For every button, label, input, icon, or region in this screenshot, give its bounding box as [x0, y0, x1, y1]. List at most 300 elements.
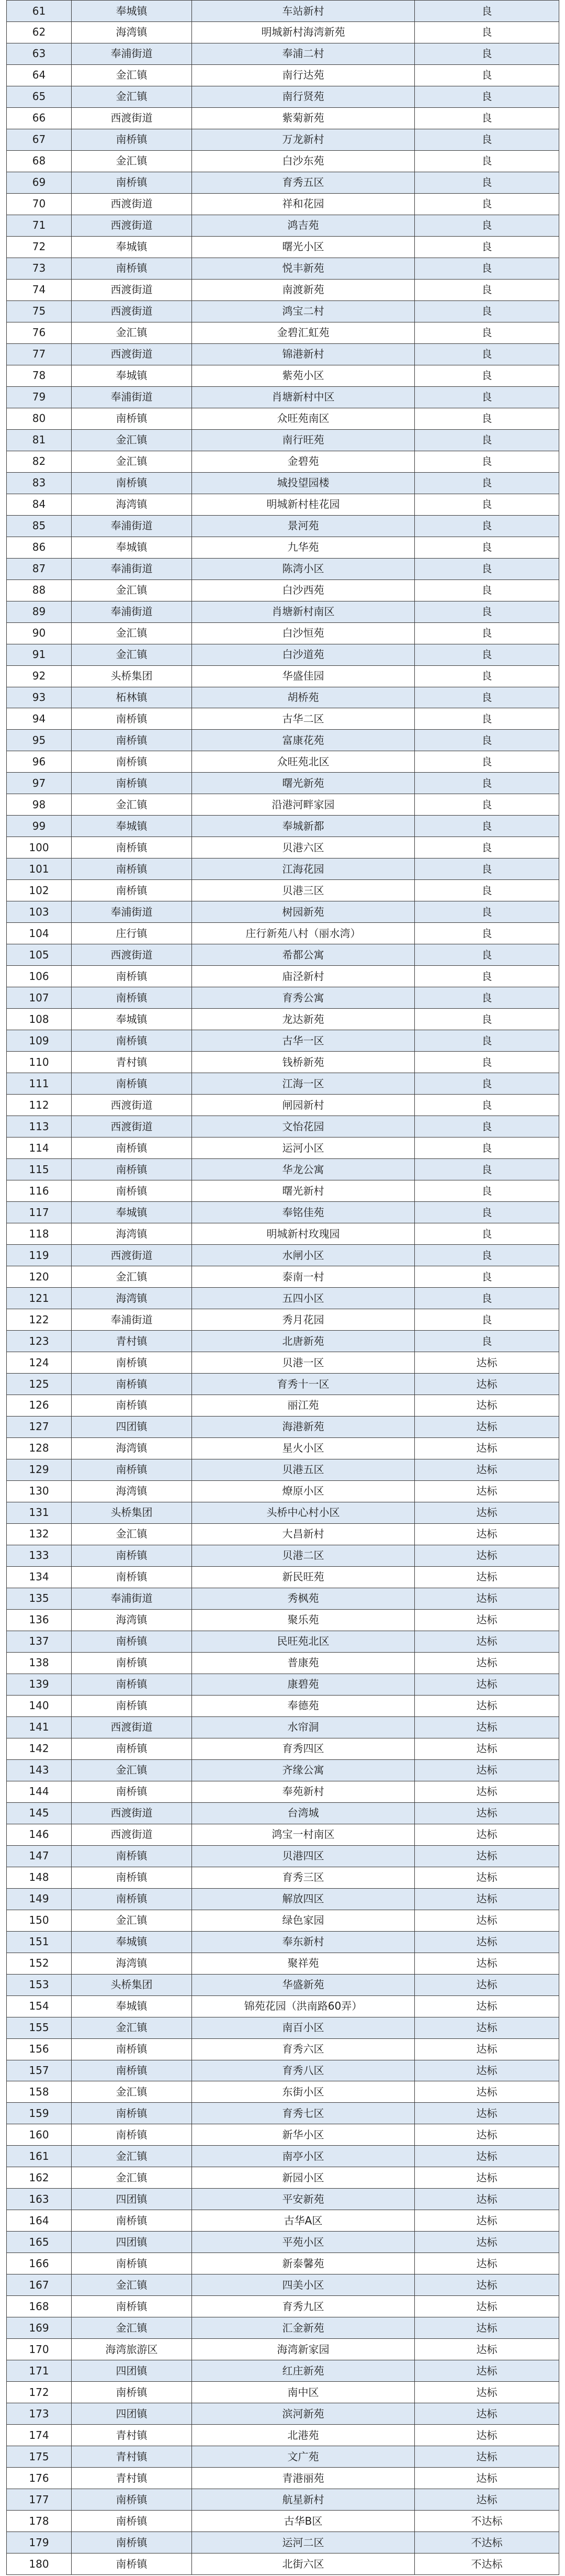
- row-number-cell: 110: [7, 1052, 72, 1073]
- rating-cell: 达标: [415, 1695, 559, 1716]
- rating-cell: 良: [415, 107, 559, 129]
- table-row: [7, 2210, 559, 2232]
- row-number-cell: 175: [7, 2446, 72, 2468]
- row-number-cell: 74: [7, 279, 72, 300]
- town-cell: 南桥镇: [72, 2124, 192, 2146]
- rating-cell: 良: [415, 343, 559, 365]
- community-name-cell: 贝港四区: [192, 1845, 415, 1867]
- community-name-cell: 贝港三区: [192, 880, 415, 901]
- table-row: [7, 1931, 559, 1953]
- community-name-cell: 南亭小区: [192, 2146, 415, 2167]
- rating-cell: 良: [415, 279, 559, 300]
- town-cell: 西渡街道: [72, 300, 192, 322]
- row-number-cell: 69: [7, 172, 72, 193]
- row-number-cell: 79: [7, 386, 72, 408]
- town-cell: 奉城镇: [72, 236, 192, 258]
- community-name-cell: 解放四区: [192, 1888, 415, 1910]
- row-number-cell: 121: [7, 1288, 72, 1309]
- table-row: [7, 2446, 559, 2468]
- community-name-cell: 南行达苑: [192, 64, 415, 86]
- rating-cell: 不达标: [415, 2553, 559, 2575]
- rating-cell: 良: [415, 150, 559, 172]
- town-cell: 金汇镇: [72, 579, 192, 601]
- community-name-cell: 聚祥苑: [192, 1953, 415, 1974]
- row-number-cell: 166: [7, 2253, 72, 2274]
- rating-cell: 良: [415, 408, 559, 429]
- row-number-cell: 149: [7, 1888, 72, 1910]
- table-row: [7, 2296, 559, 2317]
- rating-cell: 达标: [415, 1566, 559, 1588]
- community-name-cell: 华盛新苑: [192, 1974, 415, 1995]
- rating-cell: 达标: [415, 1910, 559, 1931]
- rating-cell: 良: [415, 172, 559, 193]
- rating-cell: 良: [415, 322, 559, 343]
- table-row: [7, 1824, 559, 1845]
- town-cell: 南桥镇: [72, 2038, 192, 2060]
- table-row: [7, 1502, 559, 1523]
- community-name-cell: 明城新村桂花园: [192, 494, 415, 515]
- table-row: [7, 21, 559, 43]
- rating-cell: 达标: [415, 1845, 559, 1867]
- row-number-cell: 96: [7, 751, 72, 773]
- table-row: [7, 2081, 559, 2103]
- town-cell: 南桥镇: [72, 258, 192, 279]
- table-row: [7, 1052, 559, 1073]
- community-name-cell: 奉德苑: [192, 1695, 415, 1716]
- community-name-cell: 新华小区: [192, 2124, 415, 2146]
- table-row: [7, 1159, 559, 1180]
- rating-cell: 良: [415, 515, 559, 537]
- rating-cell: 达标: [415, 2446, 559, 2468]
- table-row: [7, 1802, 559, 1824]
- community-name-cell: 白沙东苑: [192, 150, 415, 172]
- row-number-cell: 114: [7, 1138, 72, 1159]
- rating-cell: 达标: [415, 2060, 559, 2081]
- rating-cell: 达标: [415, 2403, 559, 2425]
- community-name-cell: 北唐新苑: [192, 1331, 415, 1352]
- community-name-cell: 肖塘新村南区: [192, 601, 415, 622]
- table-row: [7, 107, 559, 129]
- rating-cell: 良: [415, 215, 559, 236]
- town-cell: 庄行镇: [72, 923, 192, 944]
- community-name-cell: 古华一区: [192, 1030, 415, 1052]
- row-number-cell: 131: [7, 1502, 72, 1523]
- rating-cell: 达标: [415, 2124, 559, 2146]
- community-name-cell: 北港苑: [192, 2425, 415, 2446]
- row-number-cell: 164: [7, 2210, 72, 2232]
- town-cell: 金汇镇: [72, 64, 192, 86]
- rating-cell: 良: [415, 1202, 559, 1223]
- rating-cell: 达标: [415, 2489, 559, 2511]
- town-cell: 柘林镇: [72, 687, 192, 708]
- town-cell: 南桥镇: [72, 1566, 192, 1588]
- row-number-cell: 119: [7, 1245, 72, 1266]
- community-name-cell: 育秀五区: [192, 172, 415, 193]
- rating-cell: 良: [415, 622, 559, 644]
- community-name-cell: 南行旺苑: [192, 429, 415, 451]
- town-cell: 南桥镇: [72, 1738, 192, 1759]
- town-cell: 金汇镇: [72, 451, 192, 472]
- table-row: [7, 1674, 559, 1695]
- community-name-cell: 平苑小区: [192, 2232, 415, 2253]
- town-cell: 奉城镇: [72, 365, 192, 386]
- community-name-cell: 海港新苑: [192, 1416, 415, 1437]
- row-number-cell: 71: [7, 215, 72, 236]
- rating-cell: 达标: [415, 1437, 559, 1459]
- table-row: [7, 172, 559, 193]
- community-name-cell: 奉浦二村: [192, 43, 415, 64]
- table-row: [7, 1652, 559, 1674]
- community-name-cell: 白沙恒苑: [192, 622, 415, 644]
- rating-cell: 良: [415, 1288, 559, 1309]
- community-name-cell: 东街小区: [192, 2081, 415, 2103]
- table-row: [7, 537, 559, 558]
- town-cell: 南桥镇: [72, 1180, 192, 1202]
- town-cell: 海湾镇: [72, 1223, 192, 1245]
- rating-cell: 达标: [415, 2360, 559, 2382]
- rating-cell: 良: [415, 944, 559, 966]
- table-row: [7, 494, 559, 515]
- community-name-cell: 胡桥苑: [192, 687, 415, 708]
- community-name-cell: 运河小区: [192, 1138, 415, 1159]
- table-row: [7, 1245, 559, 1266]
- community-name-cell: 锦港新村: [192, 343, 415, 365]
- table-row: [7, 515, 559, 537]
- rating-cell: 达标: [415, 1395, 559, 1416]
- rating-cell: 良: [415, 858, 559, 880]
- table-row: [7, 1609, 559, 1631]
- town-cell: 西渡街道: [72, 944, 192, 966]
- rating-cell: 达标: [415, 1545, 559, 1566]
- table-row: [7, 1138, 559, 1159]
- rating-cell: 达标: [415, 2382, 559, 2403]
- row-number-cell: 113: [7, 1116, 72, 1138]
- town-cell: 奉城镇: [72, 816, 192, 837]
- rating-cell: 达标: [415, 2038, 559, 2060]
- rating-cell: 良: [415, 537, 559, 558]
- community-name-cell: 古华B区: [192, 2511, 415, 2532]
- community-name-cell: 众旺苑北区: [192, 751, 415, 773]
- table-row: [7, 1588, 559, 1609]
- community-name-cell: 育秀公寓: [192, 987, 415, 1009]
- town-cell: 四团镇: [72, 2360, 192, 2382]
- community-name-cell: 城投望园楼: [192, 472, 415, 494]
- rating-cell: 良: [415, 451, 559, 472]
- rating-cell: 良: [415, 966, 559, 987]
- table-row: [7, 2511, 559, 2532]
- community-name-cell: 文怡花园: [192, 1116, 415, 1138]
- table-row: [7, 944, 559, 966]
- rating-cell: 良: [415, 300, 559, 322]
- town-cell: 金汇镇: [72, 1523, 192, 1545]
- table-row: [7, 2360, 559, 2382]
- town-cell: 金汇镇: [72, 1759, 192, 1781]
- town-cell: 青村镇: [72, 1052, 192, 1073]
- table-row: [7, 343, 559, 365]
- row-number-cell: 106: [7, 966, 72, 987]
- town-cell: 四团镇: [72, 2189, 192, 2210]
- community-name-cell: 明城新村海湾新苑: [192, 21, 415, 43]
- rating-cell: 良: [415, 1138, 559, 1159]
- rating-cell: 良: [415, 1095, 559, 1116]
- rating-cell: 良: [415, 429, 559, 451]
- rating-cell: 良: [415, 880, 559, 901]
- rating-cell: 良: [415, 129, 559, 150]
- row-number-cell: 112: [7, 1095, 72, 1116]
- rating-cell: 良: [415, 86, 559, 107]
- community-name-cell: 普康苑: [192, 1652, 415, 1674]
- community-name-cell: 钱桥新苑: [192, 1052, 415, 1073]
- row-number-cell: 145: [7, 1802, 72, 1824]
- table-row: [7, 1, 559, 22]
- rating-cell: 良: [415, 665, 559, 687]
- town-cell: 四团镇: [72, 2232, 192, 2253]
- row-number-cell: 122: [7, 1309, 72, 1331]
- town-cell: 西渡街道: [72, 1095, 192, 1116]
- town-cell: 南桥镇: [72, 1867, 192, 1888]
- community-name-cell: 民旺苑北区: [192, 1631, 415, 1652]
- row-number-cell: 101: [7, 858, 72, 880]
- table-row: [7, 322, 559, 343]
- community-name-cell: 北街六区: [192, 2553, 415, 2575]
- row-number-cell: 138: [7, 1652, 72, 1674]
- town-cell: 金汇镇: [72, 794, 192, 816]
- table-row: [7, 472, 559, 494]
- table-row: [7, 1352, 559, 1374]
- town-cell: 南桥镇: [72, 837, 192, 858]
- town-cell: 奉浦街道: [72, 901, 192, 923]
- community-name-cell: 江海花园: [192, 858, 415, 880]
- community-name-cell: 泰南一村: [192, 1266, 415, 1288]
- community-name-cell: 万龙新村: [192, 129, 415, 150]
- row-number-cell: 67: [7, 129, 72, 150]
- rating-cell: 达标: [415, 1888, 559, 1910]
- town-cell: 海湾旅游区: [72, 2339, 192, 2360]
- table-row: [7, 2317, 559, 2339]
- town-cell: 奉城镇: [72, 1202, 192, 1223]
- town-cell: 青村镇: [72, 2446, 192, 2468]
- row-number-cell: 132: [7, 1523, 72, 1545]
- rating-cell: 达标: [415, 1716, 559, 1738]
- table-row: [7, 1953, 559, 1974]
- town-cell: 金汇镇: [72, 2317, 192, 2339]
- rating-cell: 达标: [415, 1824, 559, 1845]
- table-row: [7, 451, 559, 472]
- community-name-cell: 育秀十一区: [192, 1374, 415, 1395]
- community-name-cell: 南行贤苑: [192, 86, 415, 107]
- community-name-cell: 水帘洞: [192, 1716, 415, 1738]
- town-cell: 南桥镇: [72, 2060, 192, 2081]
- row-number-cell: 155: [7, 2017, 72, 2038]
- table-row: [7, 2403, 559, 2425]
- town-cell: 南桥镇: [72, 172, 192, 193]
- table-row: [7, 1437, 559, 1459]
- row-number-cell: 116: [7, 1180, 72, 1202]
- rating-cell: 良: [415, 258, 559, 279]
- community-name-cell: 沿港河畔家园: [192, 794, 415, 816]
- community-name-cell: 红庄新苑: [192, 2360, 415, 2382]
- row-number-cell: 151: [7, 1931, 72, 1953]
- rating-cell: 达标: [415, 2017, 559, 2038]
- town-cell: 南桥镇: [72, 966, 192, 987]
- town-cell: 南桥镇: [72, 2553, 192, 2575]
- town-cell: 南桥镇: [72, 1695, 192, 1716]
- table-row: [7, 129, 559, 150]
- community-name-cell: 古华A区: [192, 2210, 415, 2232]
- row-number-cell: 124: [7, 1352, 72, 1374]
- row-number-cell: 93: [7, 687, 72, 708]
- row-number-cell: 90: [7, 622, 72, 644]
- rating-cell: 达标: [415, 2425, 559, 2446]
- table-row: [7, 1180, 559, 1202]
- row-number-cell: 104: [7, 923, 72, 944]
- community-name-cell: 希都公寓: [192, 944, 415, 966]
- town-cell: 南桥镇: [72, 408, 192, 429]
- community-name-cell: 金碧苑: [192, 451, 415, 472]
- rating-cell: 良: [415, 794, 559, 816]
- table-row: [7, 64, 559, 86]
- rating-cell: 达标: [415, 1802, 559, 1824]
- row-number-cell: 81: [7, 429, 72, 451]
- table-row: [7, 300, 559, 322]
- town-cell: 金汇镇: [72, 150, 192, 172]
- town-cell: 奉城镇: [72, 537, 192, 558]
- community-name-cell: 曙光新村: [192, 1180, 415, 1202]
- rating-cell: 良: [415, 21, 559, 43]
- table-row: [7, 858, 559, 880]
- row-number-cell: 148: [7, 1867, 72, 1888]
- table-row: [7, 751, 559, 773]
- community-name-cell: 五四小区: [192, 1288, 415, 1309]
- town-cell: 青村镇: [72, 1331, 192, 1352]
- table-row: [7, 2468, 559, 2489]
- table-row: [7, 558, 559, 579]
- rating-cell: 良: [415, 687, 559, 708]
- rating-cell: 达标: [415, 1781, 559, 1802]
- table-row: [7, 1331, 559, 1352]
- community-name-cell: 庙泾新村: [192, 966, 415, 987]
- community-name-cell: 平安新苑: [192, 2189, 415, 2210]
- table-row: [7, 2382, 559, 2403]
- rating-cell: 达标: [415, 2317, 559, 2339]
- row-number-cell: 133: [7, 1545, 72, 1566]
- rating-cell: 良: [415, 1116, 559, 1138]
- row-number-cell: 82: [7, 451, 72, 472]
- community-name-cell: 奉东新村: [192, 1931, 415, 1953]
- rating-cell: 良: [415, 558, 559, 579]
- town-cell: 南桥镇: [72, 2382, 192, 2403]
- row-number-cell: 91: [7, 644, 72, 665]
- row-number-cell: 161: [7, 2146, 72, 2167]
- table-row: [7, 43, 559, 64]
- table-row: [7, 2146, 559, 2167]
- table-row: [7, 1995, 559, 2017]
- town-cell: 南桥镇: [72, 773, 192, 794]
- row-number-cell: 100: [7, 837, 72, 858]
- community-name-cell: 星火小区: [192, 1437, 415, 1459]
- table-row: [7, 1738, 559, 1759]
- rating-cell: 达标: [415, 1416, 559, 1437]
- community-name-cell: 白沙西苑: [192, 579, 415, 601]
- community-ranking-table: [6, 0, 559, 2575]
- rating-cell: 达标: [415, 1352, 559, 1374]
- table-row: [7, 987, 559, 1009]
- town-cell: 金汇镇: [72, 1910, 192, 1931]
- town-cell: 南桥镇: [72, 1631, 192, 1652]
- rating-cell: 良: [415, 1223, 559, 1245]
- community-name-cell: 锦苑花园（洪南路60弄）: [192, 1995, 415, 2017]
- table-row: [7, 1266, 559, 1288]
- row-number-cell: 86: [7, 537, 72, 558]
- town-cell: 金汇镇: [72, 2081, 192, 2103]
- table-row: [7, 622, 559, 644]
- town-cell: 奉浦街道: [72, 601, 192, 622]
- town-cell: 西渡街道: [72, 193, 192, 215]
- town-cell: 南桥镇: [72, 2296, 192, 2317]
- community-name-cell: 龙达新苑: [192, 1009, 415, 1030]
- table-row: [7, 408, 559, 429]
- town-cell: 金汇镇: [72, 2167, 192, 2189]
- table-row: [7, 2489, 559, 2511]
- community-name-cell: 车站新村: [192, 1, 415, 22]
- community-name-cell: 齐缘公寓: [192, 1759, 415, 1781]
- community-name-cell: 丽江苑: [192, 1395, 415, 1416]
- town-cell: 海湾镇: [72, 1609, 192, 1631]
- row-number-cell: 165: [7, 2232, 72, 2253]
- row-number-cell: 158: [7, 2081, 72, 2103]
- community-name-cell: 汇金新苑: [192, 2317, 415, 2339]
- town-cell: 南桥镇: [72, 1073, 192, 1095]
- table-row: [7, 1480, 559, 1502]
- community-name-cell: 四美小区: [192, 2274, 415, 2296]
- row-number-cell: 108: [7, 1009, 72, 1030]
- rating-cell: 不达标: [415, 2511, 559, 2532]
- town-cell: 海湾镇: [72, 21, 192, 43]
- community-name-cell: 南渡新苑: [192, 279, 415, 300]
- rating-cell: 达标: [415, 2253, 559, 2274]
- town-cell: 金汇镇: [72, 644, 192, 665]
- community-name-cell: 育秀三区: [192, 1867, 415, 1888]
- rating-cell: 达标: [415, 1953, 559, 1974]
- rating-cell: 达标: [415, 2210, 559, 2232]
- table-row: [7, 150, 559, 172]
- community-name-cell: 明城新村玫瑰园: [192, 1223, 415, 1245]
- rating-cell: 达标: [415, 1523, 559, 1545]
- community-name-cell: 秀枫苑: [192, 1588, 415, 1609]
- row-number-cell: 63: [7, 43, 72, 64]
- table-row: [7, 2060, 559, 2081]
- table-row: [7, 2553, 559, 2575]
- row-number-cell: 76: [7, 322, 72, 343]
- table-row: [7, 386, 559, 408]
- rating-cell: 良: [415, 837, 559, 858]
- table-row: [7, 1223, 559, 1245]
- row-number-cell: 128: [7, 1437, 72, 1459]
- town-cell: 南桥镇: [72, 730, 192, 751]
- community-name-cell: 紫苑小区: [192, 365, 415, 386]
- town-cell: 金汇镇: [72, 1266, 192, 1288]
- table-row: [7, 1116, 559, 1138]
- rating-cell: 良: [415, 1073, 559, 1095]
- town-cell: 西渡街道: [72, 343, 192, 365]
- community-name-cell: 奉苑新村: [192, 1781, 415, 1802]
- table-body: [7, 1, 559, 2575]
- community-name-cell: 台湾城: [192, 1802, 415, 1824]
- rating-cell: 良: [415, 579, 559, 601]
- table-row: [7, 901, 559, 923]
- row-number-cell: 83: [7, 472, 72, 494]
- rating-cell: 良: [415, 751, 559, 773]
